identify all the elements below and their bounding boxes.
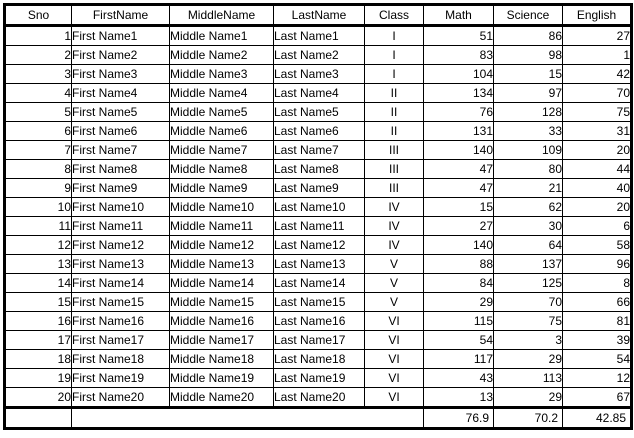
cell-middlename: Middle Name5 xyxy=(170,103,274,122)
cell-class: II xyxy=(365,84,424,103)
table-row[interactable] xyxy=(5,141,632,160)
cell-lastname: Last Name19 xyxy=(274,369,365,388)
table-row[interactable] xyxy=(5,255,632,274)
cell-english: 81 xyxy=(563,312,632,331)
footer-cell-english: 42.85 xyxy=(563,408,632,429)
table-row[interactable] xyxy=(5,160,632,179)
table-row[interactable] xyxy=(5,312,632,331)
table-row[interactable] xyxy=(5,331,632,350)
cell-english: 8 xyxy=(563,274,632,293)
cell-science: 98 xyxy=(494,46,563,65)
footer-cell-math: 76.9 xyxy=(424,408,494,429)
cell-class: I xyxy=(365,46,424,65)
cell-math: 29 xyxy=(424,293,494,312)
cell-lastname: Last Name8 xyxy=(274,160,365,179)
table-row[interactable] xyxy=(5,103,632,122)
cell-math: 27 xyxy=(424,217,494,236)
cell-science: 97 xyxy=(494,84,563,103)
cell-math: 134 xyxy=(424,84,494,103)
cell-math: 84 xyxy=(424,274,494,293)
cell-lastname: Last Name10 xyxy=(274,198,365,217)
cell-firstname: First Name14 xyxy=(72,274,170,293)
cell-lastname: Last Name6 xyxy=(274,122,365,141)
data-table-container xyxy=(3,3,630,430)
student-scores-table xyxy=(3,3,633,430)
cell-middlename: Middle Name10 xyxy=(170,198,274,217)
cell-sno: 20 xyxy=(5,388,72,408)
footer-averages-row xyxy=(5,408,632,429)
cell-middlename: Middle Name14 xyxy=(170,274,274,293)
cell-sno: 7 xyxy=(5,141,72,160)
cell-sno: 17 xyxy=(5,331,72,350)
column-header-science[interactable]: Science xyxy=(494,5,563,26)
table-row[interactable] xyxy=(5,65,632,84)
cell-english: 54 xyxy=(563,350,632,369)
cell-sno: 3 xyxy=(5,65,72,84)
cell-class: V xyxy=(365,274,424,293)
table-row[interactable] xyxy=(5,179,632,198)
cell-english: 40 xyxy=(563,179,632,198)
cell-middlename: Middle Name3 xyxy=(170,65,274,84)
cell-english: 27 xyxy=(563,26,632,46)
cell-middlename: Middle Name13 xyxy=(170,255,274,274)
table-body xyxy=(5,26,632,408)
table-row[interactable] xyxy=(5,217,632,236)
cell-sno: 12 xyxy=(5,236,72,255)
cell-math: 140 xyxy=(424,141,494,160)
cell-science: 3 xyxy=(494,331,563,350)
cell-firstname: First Name3 xyxy=(72,65,170,84)
cell-sno: 5 xyxy=(5,103,72,122)
cell-firstname: First Name2 xyxy=(72,46,170,65)
cell-middlename: Middle Name1 xyxy=(170,26,274,46)
cell-lastname: Last Name2 xyxy=(274,46,365,65)
cell-middlename: Middle Name2 xyxy=(170,46,274,65)
cell-class: III xyxy=(365,141,424,160)
cell-firstname: First Name5 xyxy=(72,103,170,122)
cell-science: 137 xyxy=(494,255,563,274)
table-row[interactable] xyxy=(5,26,632,46)
cell-middlename: Middle Name20 xyxy=(170,388,274,408)
table-row[interactable] xyxy=(5,369,632,388)
cell-firstname: First Name8 xyxy=(72,160,170,179)
cell-english: 70 xyxy=(563,84,632,103)
column-header-class[interactable]: Class xyxy=(365,5,424,26)
cell-class: III xyxy=(365,179,424,198)
cell-english: 44 xyxy=(563,160,632,179)
cell-math: 115 xyxy=(424,312,494,331)
cell-sno: 11 xyxy=(5,217,72,236)
cell-firstname: First Name15 xyxy=(72,293,170,312)
cell-english: 67 xyxy=(563,388,632,408)
cell-sno: 9 xyxy=(5,179,72,198)
cell-firstname: First Name9 xyxy=(72,179,170,198)
cell-firstname: First Name17 xyxy=(72,331,170,350)
cell-firstname: First Name16 xyxy=(72,312,170,331)
cell-middlename: Middle Name15 xyxy=(170,293,274,312)
cell-science: 86 xyxy=(494,26,563,46)
cell-math: 88 xyxy=(424,255,494,274)
cell-math: 43 xyxy=(424,369,494,388)
cell-math: 117 xyxy=(424,350,494,369)
cell-firstname: First Name1 xyxy=(72,26,170,46)
cell-english: 66 xyxy=(563,293,632,312)
cell-firstname: First Name20 xyxy=(72,388,170,408)
cell-firstname: First Name7 xyxy=(72,141,170,160)
cell-english: 31 xyxy=(563,122,632,141)
cell-class: II xyxy=(365,122,424,141)
cell-middlename: Middle Name12 xyxy=(170,236,274,255)
cell-middlename: Middle Name4 xyxy=(170,84,274,103)
table-row[interactable] xyxy=(5,46,632,65)
cell-english: 58 xyxy=(563,236,632,255)
cell-middlename: Middle Name11 xyxy=(170,217,274,236)
cell-class: IV xyxy=(365,217,424,236)
cell-class: II xyxy=(365,103,424,122)
cell-class: IV xyxy=(365,236,424,255)
cell-sno: 15 xyxy=(5,293,72,312)
cell-sno: 4 xyxy=(5,84,72,103)
column-header-english[interactable]: English xyxy=(563,5,632,26)
cell-science: 125 xyxy=(494,274,563,293)
cell-middlename: Middle Name17 xyxy=(170,331,274,350)
cell-science: 33 xyxy=(494,122,563,141)
cell-sno: 18 xyxy=(5,350,72,369)
table-row[interactable] xyxy=(5,293,632,312)
cell-english: 6 xyxy=(563,217,632,236)
cell-lastname: Last Name17 xyxy=(274,331,365,350)
column-header-sno[interactable]: Sno xyxy=(5,5,72,26)
cell-math: 15 xyxy=(424,198,494,217)
cell-sno: 13 xyxy=(5,255,72,274)
cell-class: VI xyxy=(365,312,424,331)
cell-science: 75 xyxy=(494,312,563,331)
cell-firstname: First Name6 xyxy=(72,122,170,141)
cell-firstname: First Name10 xyxy=(72,198,170,217)
cell-math: 54 xyxy=(424,331,494,350)
cell-middlename: Middle Name19 xyxy=(170,369,274,388)
cell-lastname: Last Name18 xyxy=(274,350,365,369)
cell-science: 109 xyxy=(494,141,563,160)
cell-lastname: Last Name16 xyxy=(274,312,365,331)
cell-class: I xyxy=(365,26,424,46)
cell-science: 70 xyxy=(494,293,563,312)
table-row[interactable] xyxy=(5,236,632,255)
cell-math: 47 xyxy=(424,160,494,179)
cell-math: 140 xyxy=(424,236,494,255)
cell-math: 47 xyxy=(424,179,494,198)
cell-class: VI xyxy=(365,369,424,388)
cell-science: 15 xyxy=(494,65,563,84)
cell-science: 30 xyxy=(494,217,563,236)
cell-class: VI xyxy=(365,350,424,369)
cell-science: 29 xyxy=(494,350,563,369)
cell-math: 13 xyxy=(424,388,494,408)
cell-sno: 2 xyxy=(5,46,72,65)
table-header xyxy=(5,5,632,26)
table-row[interactable] xyxy=(5,198,632,217)
header-row xyxy=(5,5,632,26)
cell-english: 20 xyxy=(563,141,632,160)
cell-firstname: First Name19 xyxy=(72,369,170,388)
cell-class: VI xyxy=(365,331,424,350)
cell-lastname: Last Name3 xyxy=(274,65,365,84)
cell-class: I xyxy=(365,65,424,84)
cell-middlename: Middle Name18 xyxy=(170,350,274,369)
cell-english: 39 xyxy=(563,331,632,350)
cell-lastname: Last Name7 xyxy=(274,141,365,160)
cell-lastname: Last Name11 xyxy=(274,217,365,236)
column-header-firstname[interactable]: FirstName xyxy=(72,5,170,26)
table-row[interactable] xyxy=(5,84,632,103)
cell-firstname: First Name12 xyxy=(72,236,170,255)
cell-middlename: Middle Name6 xyxy=(170,122,274,141)
footer-cell-science: 70.2 xyxy=(494,408,563,429)
table-footer xyxy=(5,408,632,429)
cell-lastname: Last Name9 xyxy=(274,179,365,198)
cell-math: 83 xyxy=(424,46,494,65)
cell-science: 128 xyxy=(494,103,563,122)
cell-english: 20 xyxy=(563,198,632,217)
cell-class: V xyxy=(365,293,424,312)
cell-middlename: Middle Name9 xyxy=(170,179,274,198)
cell-middlename: Middle Name8 xyxy=(170,160,274,179)
cell-sno: 16 xyxy=(5,312,72,331)
cell-lastname: Last Name13 xyxy=(274,255,365,274)
cell-english: 1 xyxy=(563,46,632,65)
cell-math: 131 xyxy=(424,122,494,141)
cell-middlename: Middle Name16 xyxy=(170,312,274,331)
cell-math: 104 xyxy=(424,65,494,84)
cell-class: III xyxy=(365,160,424,179)
cell-middlename: Middle Name7 xyxy=(170,141,274,160)
cell-english: 96 xyxy=(563,255,632,274)
table-row[interactable] xyxy=(5,274,632,293)
cell-science: 62 xyxy=(494,198,563,217)
cell-science: 21 xyxy=(494,179,563,198)
cell-science: 80 xyxy=(494,160,563,179)
cell-sno: 1 xyxy=(5,26,72,46)
cell-science: 64 xyxy=(494,236,563,255)
cell-sno: 6 xyxy=(5,122,72,141)
cell-firstname: First Name11 xyxy=(72,217,170,236)
cell-firstname: First Name4 xyxy=(72,84,170,103)
cell-firstname: First Name18 xyxy=(72,350,170,369)
table-row[interactable] xyxy=(5,350,632,369)
column-header-lastname[interactable]: LastName xyxy=(274,5,365,26)
footer-cell-sno xyxy=(5,408,72,429)
column-header-math[interactable]: Math xyxy=(424,5,494,26)
cell-math: 51 xyxy=(424,26,494,46)
cell-sno: 8 xyxy=(5,160,72,179)
footer-cell-spacer xyxy=(72,408,424,429)
table-row[interactable] xyxy=(5,122,632,141)
cell-science: 113 xyxy=(494,369,563,388)
cell-english: 12 xyxy=(563,369,632,388)
cell-sno: 14 xyxy=(5,274,72,293)
cell-sno: 19 xyxy=(5,369,72,388)
cell-lastname: Last Name1 xyxy=(274,26,365,46)
cell-math: 76 xyxy=(424,103,494,122)
cell-lastname: Last Name4 xyxy=(274,84,365,103)
cell-lastname: Last Name15 xyxy=(274,293,365,312)
cell-english: 42 xyxy=(563,65,632,84)
cell-lastname: Last Name14 xyxy=(274,274,365,293)
cell-class: V xyxy=(365,255,424,274)
cell-lastname: Last Name5 xyxy=(274,103,365,122)
column-header-middlename[interactable]: MiddleName xyxy=(170,5,274,26)
cell-lastname: Last Name12 xyxy=(274,236,365,255)
table-row[interactable] xyxy=(5,388,632,408)
cell-class: VI xyxy=(365,388,424,408)
cell-firstname: First Name13 xyxy=(72,255,170,274)
cell-lastname: Last Name20 xyxy=(274,388,365,408)
cell-sno: 10 xyxy=(5,198,72,217)
cell-class: IV xyxy=(365,198,424,217)
cell-english: 75 xyxy=(563,103,632,122)
cell-science: 29 xyxy=(494,388,563,408)
